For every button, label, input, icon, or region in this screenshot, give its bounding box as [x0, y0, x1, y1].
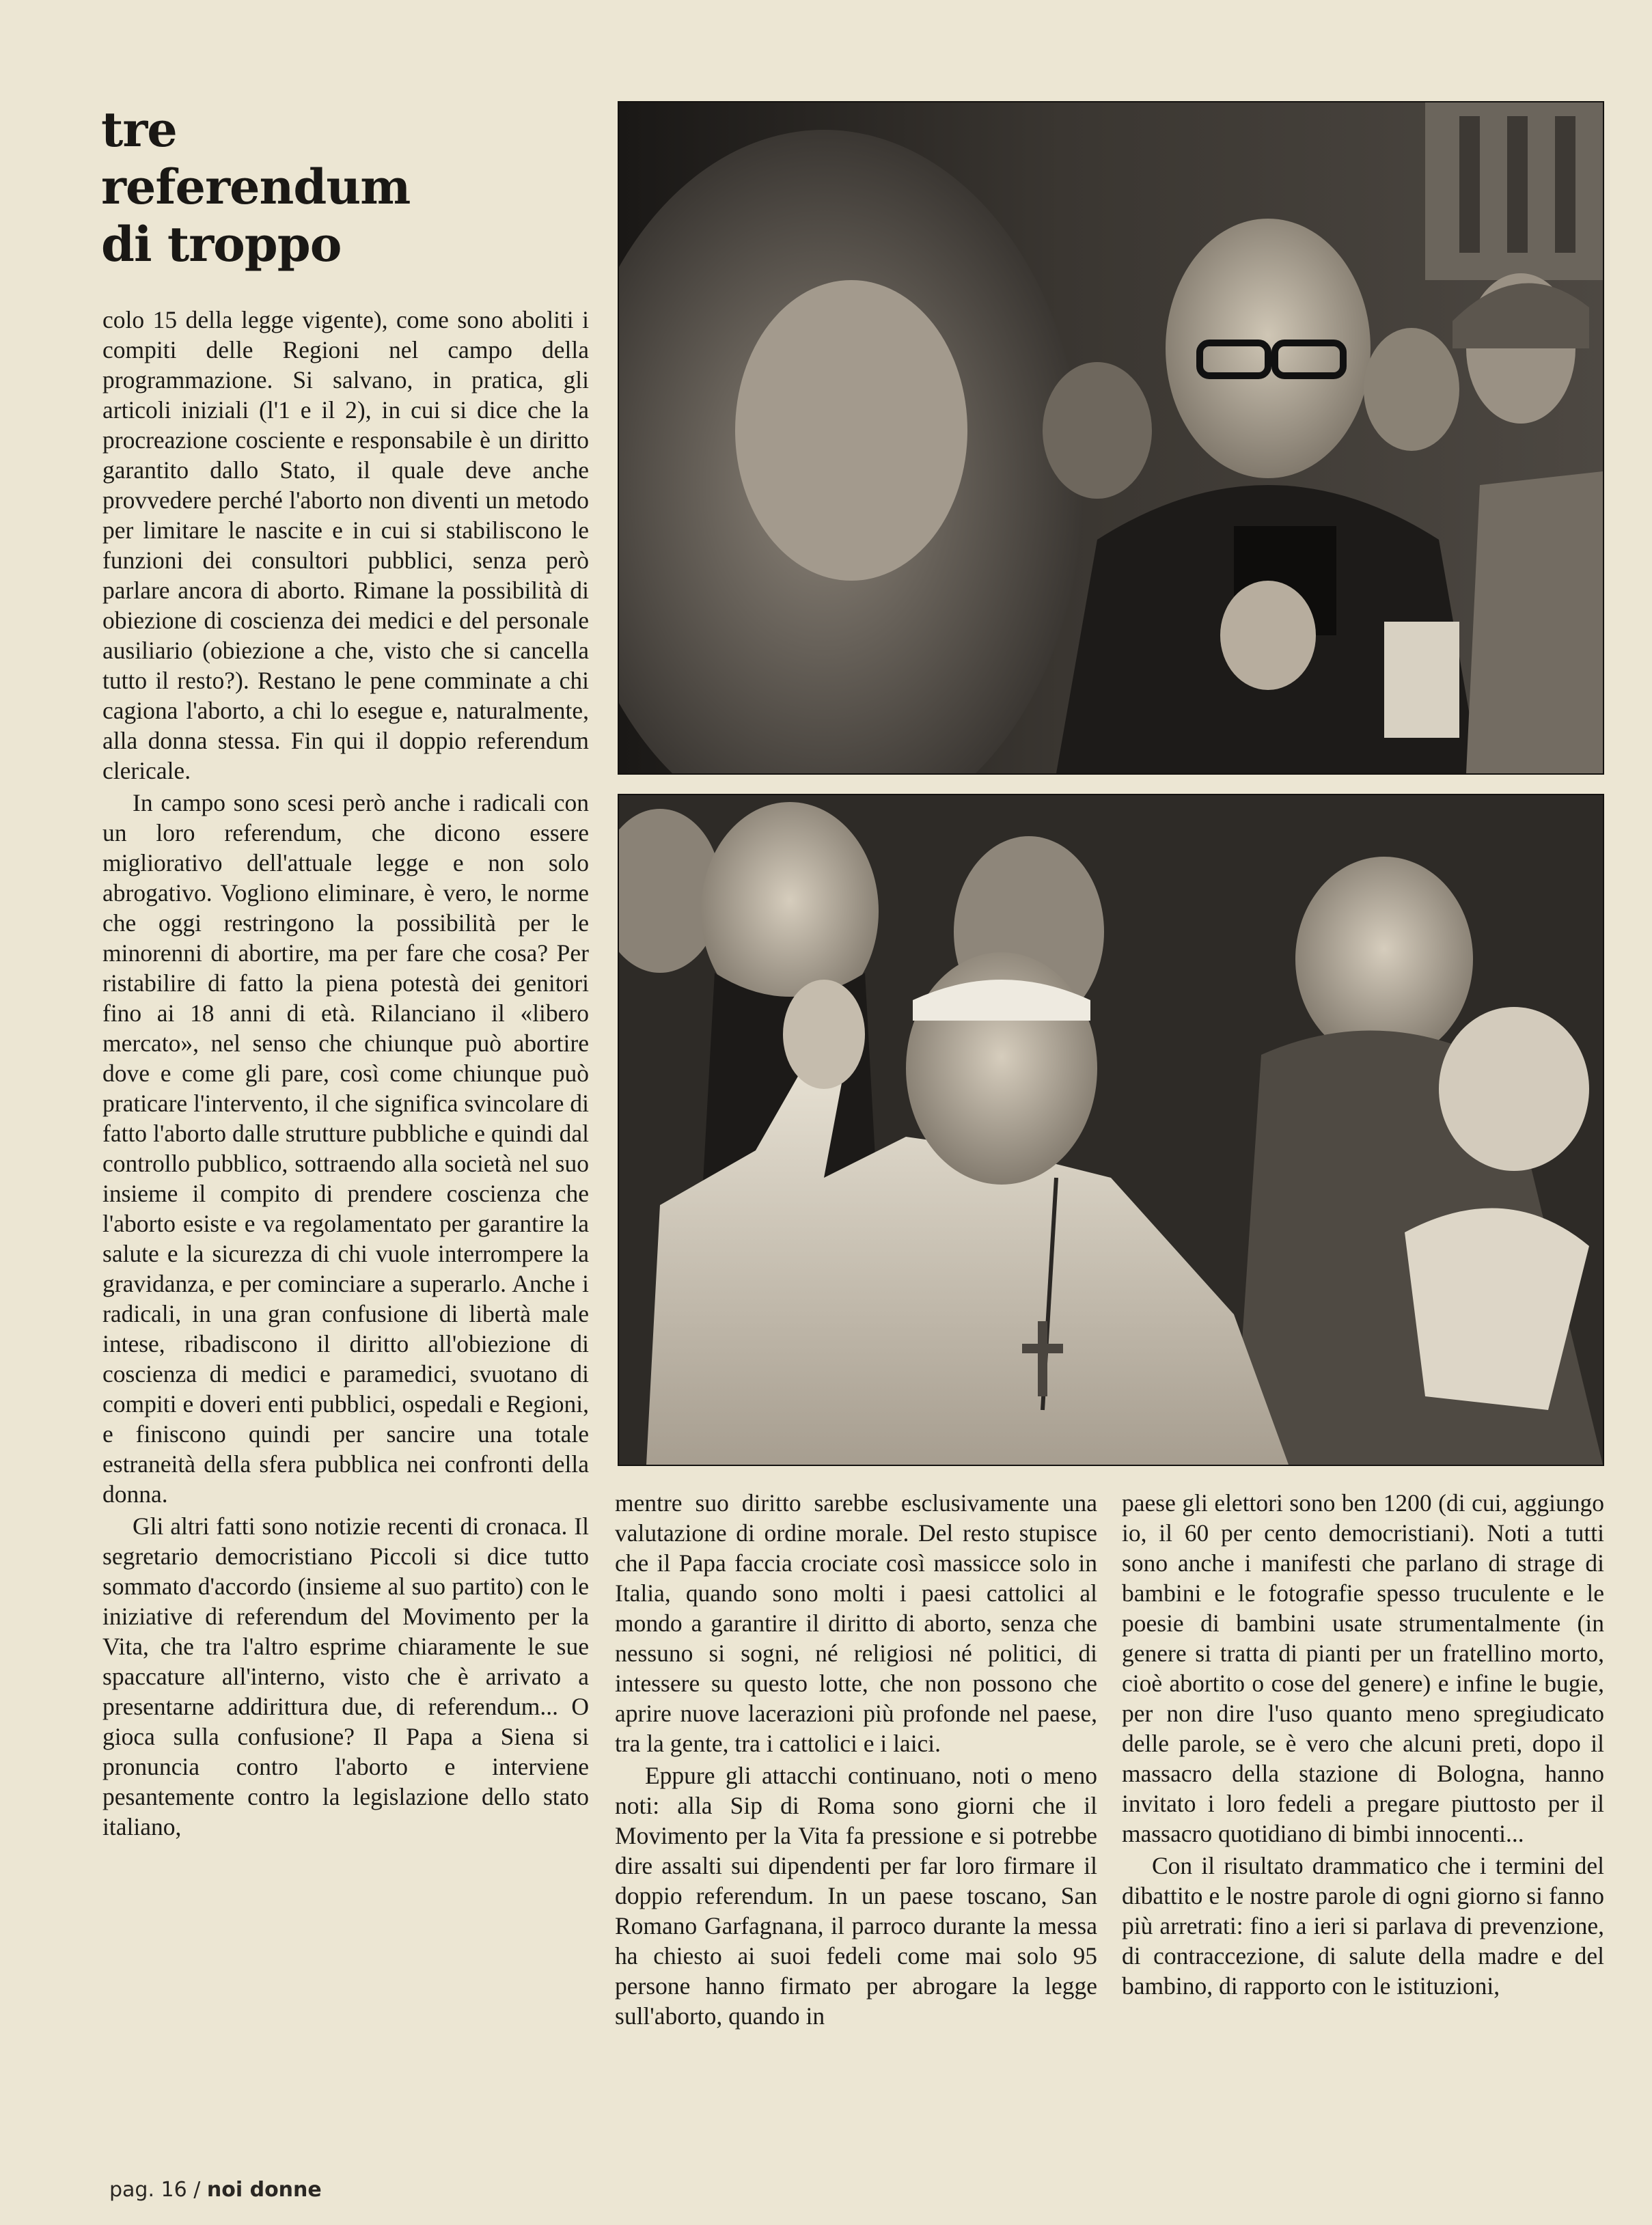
magazine-name: noi donne: [206, 2178, 322, 2202]
text-column-3: [1122, 1488, 1604, 2001]
photo-bishop-graphic: [619, 102, 1603, 773]
paragraph: mentre suo diritto sarebbe esclusivamente una valutazione di ordine morale. Del resto stupisce che il Papa faccia crociate così massicce solo in Italia, quando sono molti i paesi cattolici al mondo a garantire il diritto di aborto, senza che nessuno si sogni, né religiosi né politici, di intessere su questo lotte, che non possono che aprire nuove lacerazioni più profonde nel paese, tra la gente, tra i cattolici e i laici.: [615, 1489, 1097, 1757]
paragraph: Eppure gli attacchi continuano, noti o meno noti: alla Sip di Roma sono giorni che il Movimento per la Vita fa pressione e si potrebbe dire assalti sui dipendenti per far loro firmare il doppio referendum. In un paese toscano, San Romano Garfagnana, il parroco durante la messa ha chiesto ai suoi fedeli come mai solo 95 persone hanno firmato per abrogare la legge sull'aborto, quando in: [615, 1762, 1097, 2030]
page-footer: [109, 2178, 322, 2202]
paragraph: colo 15 della legge vigente), come sono aboliti i compiti delle Regioni nel campo della programmazione. Si salvano, in pratica, gli articoli iniziali (l'1 e il 2), in cui si dice che la procreazione cosciente e responsabile è un diritto garantito dallo Stato, il quale deve anche provvedere perché l'aborto non diventi un metodo per limitare le nascite e in cui si stabiliscono le funzioni dei consultori pubblici, senza però parlare ancora di aborto. Rimane la possibilità di obiezione di coscienza dei medici e del personale ausiliario (obiezione a che, visto che si cancella tutto il resto?). Restano le pene comminate a chi cagiona l'aborto, a chi lo esegue e, naturalmente, alla donna stessa. Fin qui il doppio referendum clericale.: [102, 306, 589, 784]
headline-line-1: tre referendum: [101, 101, 411, 215]
paragraph: Gli altri fatti sono notizie recenti di cronaca. Il segretario democristiano Piccoli si dice tutto sommato d'accordo (insieme al suo partito) con le iniziative di referendum del Movimento per la Vita, che tra l'altro esprime chiaramente le sue spaccature all'interno, visto che è arrivato a presentarne addirittura due, di referendum... O gioca sulla confusione? Il Papa a Siena si pronuncia contro l'aborto e interviene pesantemente contro la legislazione dello stato italiano,: [102, 1512, 589, 1840]
text-column-1: [102, 305, 589, 1842]
photo-pope-graphic: [619, 795, 1603, 1465]
paragraph: Con il risultato drammatico che i termini del dibattito e le nostre parole di ogni giorno si fanno più arretrati: fino a ieri si parlava di prevenzione, di contraccezione, di salute della madre e del bambino, di rapporto con le istituzioni,: [1122, 1852, 1604, 2000]
article-headline: [101, 101, 484, 273]
paragraph: In campo sono scesi però anche i radicali con un loro referendum, che dicono essere migliorativo dell'attuale legge e non solo abrogativo. Vogliono eliminare, è vero, le norme che oggi restringono la possibilità per le minorenni di abortire, ma per fare che cosa? Per ristabilire di fatto la piena potestà dei genitori fino ai 18 anni di età. Rilanciano il «libero mercato», nel senso che chiunque può abortire dove e come gli pare, così come chiunque può praticare l'intervento, il che significa svincolare di fatto l'aborto dalle strutture pubbliche e quindi dal controllo pubblico, sottraendo alla società nel suo insieme il compito di prendere coscienza che l'aborto esiste e va regolamentato per garantire la salute e la sicurezza di chi vuole interrompere la gravidanza, e per cominciare a superarlo. Anche i radicali, in una gran confusione di libertà male intese, ribadiscono il diritto all'obiezione di coscienza di medici e paramedici, svuotano di compiti e doveri enti pubblici, ospedali e Regioni, e finiscono quindi per sancire una totale estraneità della sfera pubblica nei confronti della donna.: [102, 789, 589, 1508]
headline-line-2: di troppo: [101, 216, 342, 273]
page-number: pag. 16 /: [109, 2178, 201, 2202]
photo-pope-with-crowd: [618, 794, 1604, 1466]
photo-bishop-in-crowd: [618, 101, 1604, 775]
text-column-2: [615, 1488, 1097, 2031]
paragraph: paese gli elettori sono ben 1200 (di cui, aggiungo io, il 60 per cento democristiani). Noti a tutti sono anche i manifesti che parlano di strage di bambini e le fotografie spesso truculente e le poesie di bambini usate strumentalmente (in genere si tratta di pianti per un fratellino morto, cioè abortito o cose del genere) e infine le bugie, per non dire l'uso quanto meno spregiudicato delle parole, se è vero che alcuni preti, dopo il massacro della stazione di Bologna, hanno invitato i loro fedeli a pregare piuttosto per il massacro quotidiano di bimbi innocenti...: [1122, 1489, 1604, 1847]
